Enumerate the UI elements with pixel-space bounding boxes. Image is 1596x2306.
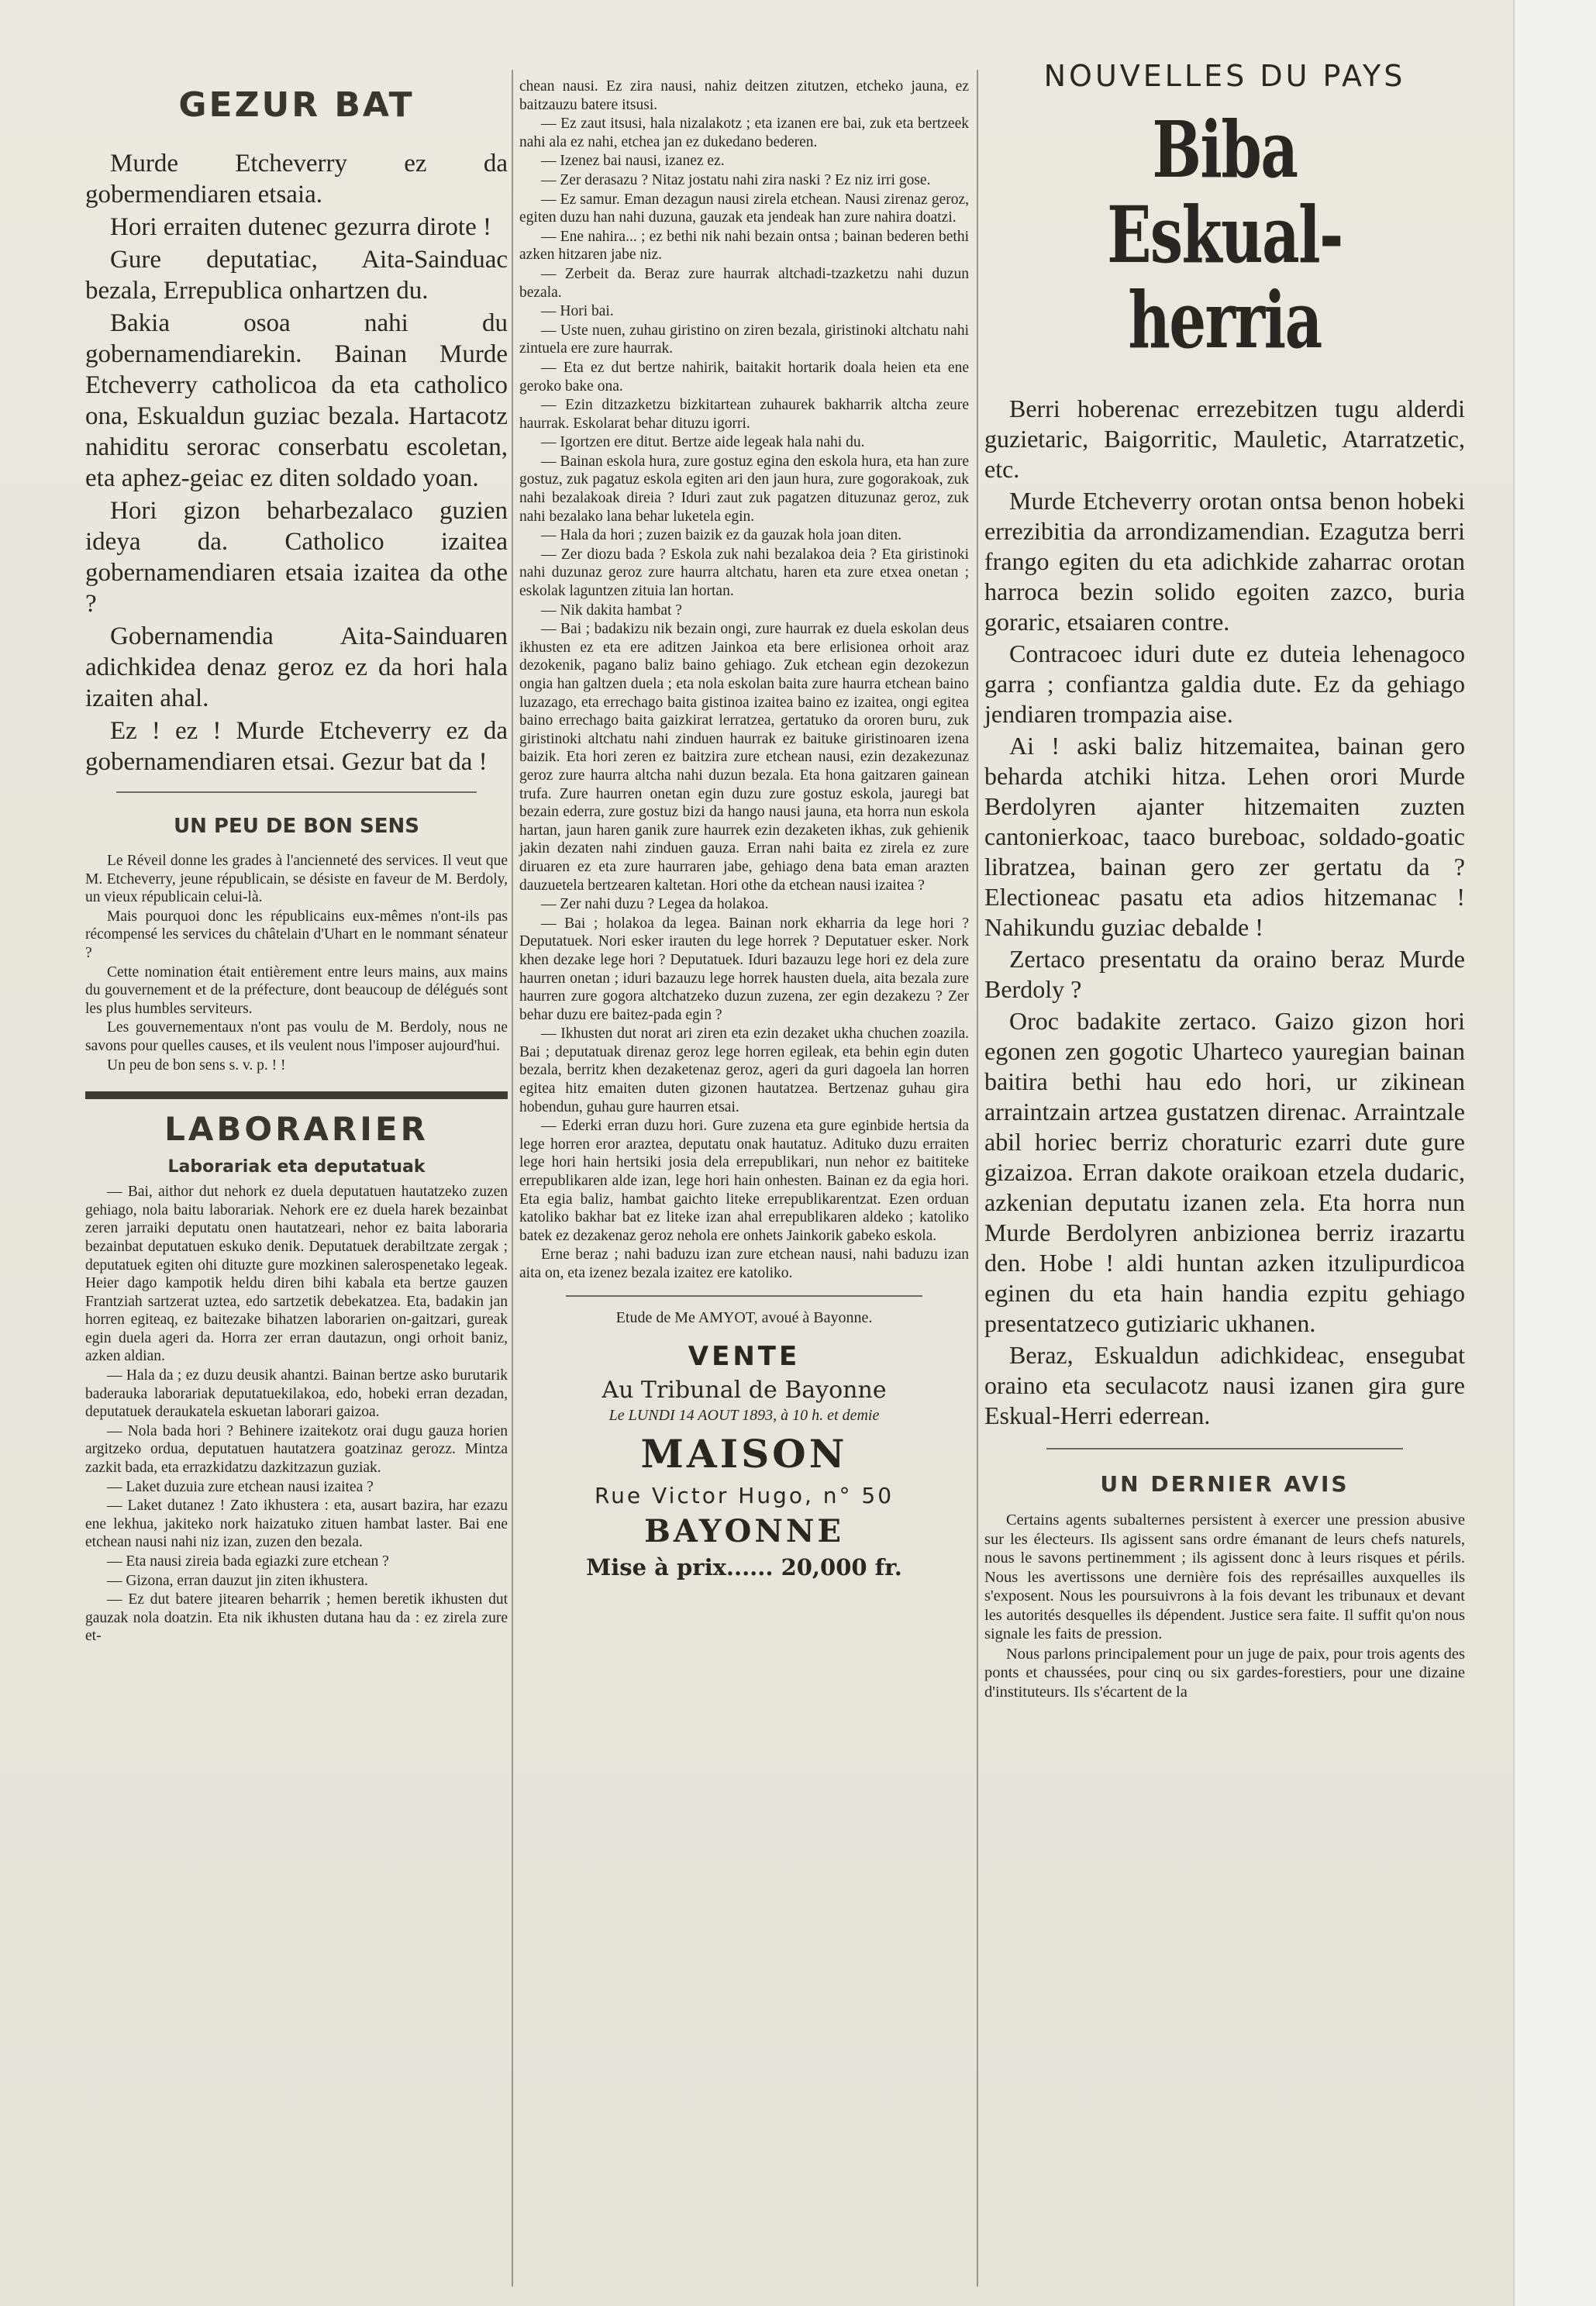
paragraph: Gure deputatiac, Aita-Sainduac bezala, Errepublica onhartzen du. <box>85 246 508 305</box>
paragraph: Certains agents subalternes persistent à exercer une pression abusive sur les électeurs. Ils agissent sans ordre émanant de leurs chefs naturels, nous le savons pertinemment ; ils agissent donc à leurs risques et périls. Nous les avertissons une dernière fois des représailles auxquelles ils s'exposent. Nous les poursuivrons à la fois devant les tribunaux et devant les autorités desquelles ils dépendent. Justice sera faite. Il suffit qu'on nous signale les faits de pression. <box>984 1511 1465 1642</box>
paragraph: — Uste nuen, zuhau giristino on ziren bezala, giristinoki altchatu nahi zintuela ere zure haurrak. <box>519 322 969 357</box>
paragraph: chean nausi. Ez zira nausi, nahiz deitzen zitutzen, etcheko jauna, ez baitzauzu batere itsusi. <box>519 78 969 113</box>
ad-etude: Etude de Me AMYOT, avoué à Bayonne. <box>615 1308 873 1326</box>
ad-address: Rue Victor Hugo, n° 50 <box>594 1482 895 1508</box>
section-divider <box>566 1295 922 1297</box>
paragraph: Nous parlons principalement pour un juge de paix, pour trois agents des ponts et chaussées, pour cinq ou six gardes-forestiers, pour une dizaine d'instituteurs. Ils s'écartent de la <box>984 1645 1465 1701</box>
paragraph: Bakia osoa nahi du gobernamendiarekin. Bainan Murde Etcheverry catholicoa da eta catholico ona, Eskualdun guziac bezala. Hartacotz nahiditu serorac conserbatu escoletan, eta aphez-geiac ez diten soldado yoan. <box>85 309 508 492</box>
ad-price: Mise à prix...... 20,000 fr. <box>586 1553 902 1580</box>
paragraph: — Bai ; badakizu nik bezain ongi, zure haurrak ez duela eskolan deus ikhusten ez eta ere aditzen Jainkoa eta bere erlisionea orhoit araz dezokenik, pagano baliz baino gehiago. Zuk etchean egin dezokezun ongia han galtzen duela ; eta nola eskolan baita zure haurra etchean baino luzazago, eta errechago baita gistinoa izaitea baino ez izaitea, ongi egitea baino errechago baita gaizkirat lerratzea, gertatuko da ororen buru, zuk giristinoki altchatu nahi zinduen haurrak ez baituke giristinoaren izena baizik. Eta hori zeren ez baitzira zure etchean nausi, ezin dezakezunaz geroz zure haurra altcha nahi duzun bezala. Eta hona gaitzaren gainean trufa. Zure haurren onetan egin duzu zure gostuz eskola, jauregi bat bezain ederra, zure gostuz bizi da hango nausi jauna, eta horra nun eskola hartan, jaun haren ganik zure haurrek ezin dezaketen ikhas, zuk gehienik jakin dezaten nahi zinduen gauza. Erran nahi baita ez zirela ez zure diruaren ez eta zure haurraren jabe, gehiago dena bata eman arazten dauzuetela bertzearen kaltetan. Hori othe da etchean nausi izaitea ? <box>519 621 969 894</box>
column-1 <box>85 54 508 1646</box>
column-3 <box>984 54 1465 1702</box>
article-title-laborarier: LABORARIER <box>164 1110 429 1149</box>
paragraph: — Nola bada hori ? Behinere izaitekotz orai dugu gauza horien argitzeko ordua, deputatuen hautatzera goatzinaz gerozz. Mintza zazkit bada, eta errazkidatzu dazkitzazun guziak. <box>85 1422 508 1477</box>
paragraph: Ez ! ez ! Murde Etcheverry ez da gobernamendiaren etsai. Gezur bat da ! <box>85 717 508 776</box>
paragraph: — Eta ez dut bertze nahirik, baitakit hortarik doala heien eta ene geroko bake ona. <box>519 359 969 395</box>
paragraph: Le Réveil donne les grades à l'ancienneté des services. Il veut que M. Etcheverry, jeune républicain, se désiste en faveur de M. Berdoly, un vieux républicain celui-là. <box>85 853 508 906</box>
ad-vente: VENTE <box>688 1340 801 1372</box>
article-title-avis: UN DERNIER AVIS <box>1100 1471 1350 1497</box>
paragraph: — Gizona, erran dauzut jin ziten ikhustera. <box>107 1572 368 1589</box>
paragraph: — Laket duzuia zure etchean nausi izaitea ? <box>107 1478 374 1495</box>
paragraph: — Izenez bai nausi, izanez ez. <box>541 153 725 170</box>
paragraph: Gobernamendia Aita-Sainduaren adichkidea denaz geroz ez da hori hala izaiten ahal. <box>85 622 508 712</box>
paragraph: — Ez dut batere jitearen beharrik ; hemen beretik ikhusten dut gauzak nola doatzin. Eta nik ikhusten dutana hau da : ez zirela zure et- <box>85 1591 508 1645</box>
article-subtitle: Laborariak eta deputatuak <box>167 1157 426 1177</box>
paragraph: — Zerbeit da. Beraz zure haurrak altchadi-tzazketzu nahi duzun bezala. <box>519 265 969 301</box>
ad-date: Le LUNDI 14 AOUT 1893, à 10 h. et demie <box>608 1406 880 1424</box>
paragraph: — Hala da hori ; zuzen baizik ez da gauzak hola joan diten. <box>541 527 902 544</box>
ad-tribunal: Au Tribunal de Bayonne <box>602 1376 887 1404</box>
paragraph: — Bainan eskola hura, zure gostuz egina den eskola hura, eta han zure gostuz, zuk pagatuz eskola egiten ari den jaun hura, zure gogorakoak, zuk nahi bezalakoak direia ? Iduri zaut zuk pagatzen dituzunaz geroz, zuk nahi bezalako lana behar luketela egin. <box>519 453 969 525</box>
article-title-gezur: GEZUR BAT <box>178 85 415 125</box>
paragraph: Beraz, Eskualdun adichkideac, ensegubat oraino eta seculacotz nausi izanen gira gure Eskual-Herri ederrean. <box>984 1341 1465 1429</box>
paragraph: — Ederki erran duzu hori. Gure zuzena eta gure eginbide hertsia da lege horren eror araztea, deputatu onak hautatuz. Adituko duzu erraiten lege hori hain hertsiki josia dela errepublikari, nun nehor ez baititeke errepublikaren alde izan, lege hori hain onhesten. Bainan ez da egia hori. Eta egia baliz, hambat gaichto liteke errepublikarentzat. Ezen orduan katoliko bakhar bat ez liteke izan ahal errepublikaren aldeko ; katoliko batek ez dezakenaz geroz nehola ere onhets Jainkorik gabeko eskola. <box>519 1118 969 1244</box>
column-2 <box>519 78 969 1580</box>
paragraph: Murde Etcheverry orotan ontsa benon hobeki errezibitia da arrondizamendian. Ezagutza berri frango egiten du eta adichkide zaharrac orotan harroca bezin solido egoiten zazco, buria goraric, etsaiaren contre. <box>984 487 1465 636</box>
paragraph: — Eta nausi zireia bada egiazki zure etchean ? <box>107 1553 389 1570</box>
paragraph: — Ez zaut itsusi, hala nizalakotz ; eta izanen ere bai, zuk eta bertzeek nahi ala ez nahi, etchea jan ez dukedano bederen. <box>519 115 969 150</box>
paragraph: — Laket dutanez ! Zato ikhustera : eta, ausart bazira, har ezazu ene lekhua, jakiteko nork haizatuko zituen hambat laster. Bai ene etchean nausi nahi niz izan, zuzen den bezala. <box>85 1498 508 1551</box>
article-title-bon-sens: UN PEU DE BON SENS <box>173 815 419 838</box>
article-title-biba: Biba Eskual-herria <box>1107 104 1343 366</box>
paragraph: Mais pourquoi donc les républicains eux-mêmes n'ont-ils pas récompensé les services du châtelain d'Uhart en le nommant sénateur ? <box>85 908 508 961</box>
paragraph: Zertaco presentatu da oraino beraz Murde Berdoly ? <box>984 945 1465 1003</box>
section-divider <box>1046 1448 1403 1449</box>
paragraph: Cette nomination était entièrement entre leurs mains, aux mains du gouvernement et de la préfecture, dont beaucoup de délégués sont les plus humbles serviteurs. <box>85 963 508 1017</box>
paragraph: Un peu de bon sens s. v. p. ! ! <box>107 1056 286 1074</box>
column-divider <box>512 70 513 2287</box>
paragraph: — Igortzen ere ditut. Bertze aide legeak hala nahi du. <box>541 434 865 451</box>
paragraph: — Hala da ; ez duzu deusik ahantzi. Bainan bertze asko burutarik baderauka laborariak deputatuekilakoa, edo, hobeki erran dezadan, deputatuek deraukatela eskuetan laborari gaizoa. <box>85 1367 508 1421</box>
paragraph: Erne beraz ; nahi baduzu izan zure etchean nausi, nahi baduzu izan aita on, eta izenez bezala izaitez ere katoliko. <box>519 1246 969 1281</box>
ad-maison: MAISON <box>640 1430 848 1477</box>
paragraph: — Ikhusten dut norat ari ziren eta ezin dezaket ukha chuchen zoazila. Bai ; deputatuak direnaz geroz lege horren egileak, eta behin egin duten bezala, berritz khen dezaketenaz geroz, ageri da guri dagoela lan horren egitea hitz emaiten duten gizonen hautatzea. Bertzenaz guhau gira hobendun, guhau gure haurren etsai. <box>519 1025 969 1115</box>
paragraph: — Bai, aithor dut nehork ez duela deputatuen hautatzeko zuzen gehiago, nola baitu laborariak. Nehork ere ez duela harek bezainbat zeren jarraiki deputatu onen hautatzeari, nehor ez baita laboraria bezainbat deputatuen eskuko denik. Deputatuek derabiltzate zergak ; deputatuek egiten ohi dituzte gure mozkinen salerospenetako legeak. Heier dago kampotik heldu diren bihi kabala eta bertze gauzen Frantziah sartzerat uztea, edo sartzetik debekatzea. Eta, badakin jan horren egiteaq, ez baitezake bihatzen laborarien on-gaitzari, gureak egin duela ageri da. Horra zer erran dautazun, ongi orhoit baniz, azken aldian. <box>85 1184 508 1365</box>
section-divider <box>85 1091 508 1099</box>
paragraph: — Hori bai. <box>541 303 614 320</box>
paragraph: Ai ! aski baliz hitzemaitea, bainan gero beharda atchiki hitza. Lehen orori Murde Berdolyren ajanter hitzemaiten zuzten cantonierkoac, taaco bureboac, soldado-goatic libratzea, bainan gero zer gertatu da ? Electioneac pasatu eta adios hitzemanac ! Nahikundu guziac debalde ! <box>984 732 1465 941</box>
paragraph: Contracoec iduri dute ez duteia lehenagoco garra ; confiantza galdia dute. Ez da gehiago jendiaren trompazia aise. <box>984 639 1465 728</box>
paragraph: Les gouvernementaux n'ont pas voulu de M. Berdoly, nous ne savons pour quelles causes, et ils veulent nous l'imposer aujourd'hui. <box>85 1019 508 1054</box>
column-divider <box>977 70 978 2287</box>
paragraph: Oroc badakite zertaco. Gaizo gizon hori egonen zen gogotic Uharteco yauregian bainan baitira bethi hau edo hori, ur zikinean arraintzain artzea gustatzen direnac. Arraintzale abil horiec berriz choraturic ezarri dute gure gizaizoa. Erran dakote oraikoan etzela dudaric, azkenian deputatu izanen zela. Eta horra nun Murde Berdolyren anbizionea berriz irazartu den. Hobe ! aldi huntan azken itzulipurdicoa eginen du eta hain handia ezpitu gehiago presentatzeco gutiziaric ukhanen. <box>984 1007 1465 1337</box>
paragraph: Hori erraiten dutenec gezurra dirote ! <box>110 213 491 241</box>
paragraph: — Bai ; holakoa da legea. Bainan nork ekharria da lege hori ? Deputatuek. Nori esker irauten du lege horrek ? Deputatuer esker. Nork khen dezake lege hori ? Deputatuek. Iduri bazauzu lege hori ez dela zure haurren onetan ; iduri bazauzu lege horrek hausten duela, aita bezala zure haurren zure gogora altchatzeko duzun zuzena, zer egin dezakezu ? Zer behar duzu ere baitez-pada egin ? <box>519 915 969 1023</box>
paragraph: — Nik dakita hambat ? <box>541 601 682 619</box>
paragraph: — Ez samur. Eman dezagun nausi zirela etchean. Nausi zirenaz geroz, egiten duzu han nahi duzuna, gauzak eta jendeak han zure nahira doatzi. <box>519 191 969 226</box>
paragraph: — Zer derasazu ? Nitaz jostatu nahi zira naski ? Ez niz irri gose. <box>541 171 931 188</box>
paragraph: — Ene nahira... ; ez bethi nik nahi bezain ontsa ; bainan bederen bethi azken hitzaren jabe niz. <box>519 228 969 264</box>
ad-city: BAYONNE <box>644 1512 844 1549</box>
section-header: NOUVELLES DU PAYS <box>1043 59 1406 93</box>
section-divider <box>116 791 477 793</box>
paragraph: Hori gizon beharbezalaco guzien ideya da. Catholico izaitea gobernamendiaren etsaia izaitea da othe ? <box>85 497 508 618</box>
paragraph: Murde Etcheverry ez da gobermendiaren etsaia. <box>85 150 508 209</box>
sale-advertisement <box>519 1309 969 1580</box>
paragraph: Berri hoberenac errezebitzen tugu alderdi guzietaric, Baigorritic, Mauletic, Atarratzetic, etc. <box>984 395 1465 483</box>
paragraph: — Zer diozu bada ? Eskola zuk nahi bezalakoa deia ? Eta giristinoki nahi duzunaz geroz zure haurra altchatu, haren eta zure etxea onetan ; eskolak laguntzen zituia lan hortan. <box>519 546 969 600</box>
paragraph: — Zer nahi duzu ? Legea da holakoa. <box>541 896 769 913</box>
paragraph: — Ezin ditzazketzu bizkitartean zuhaurek bakharrik altcha zeure haurrak. Eskolarat behar dituzu igorri. <box>519 397 969 432</box>
page-margin <box>1513 0 1596 2306</box>
